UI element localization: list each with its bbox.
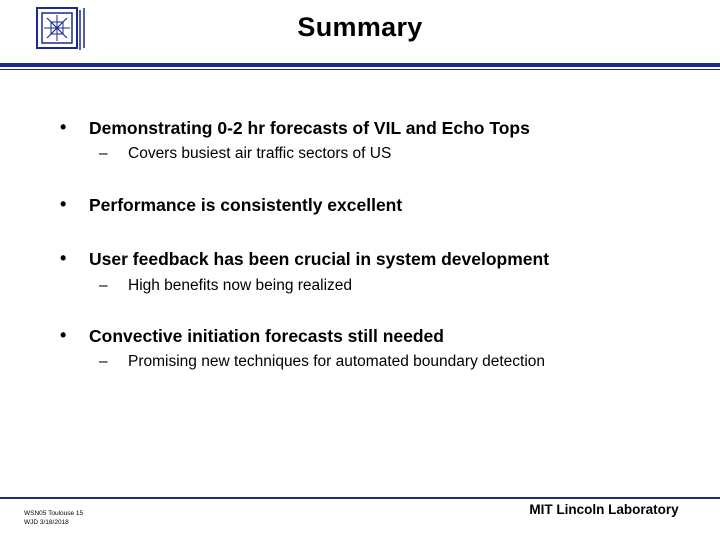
- footer-line-1: WSN05 Toulouse 15: [24, 510, 84, 517]
- bullet-dot: •: [60, 325, 67, 345]
- sub-bullet-text: Promising new techniques for automated boundary detection: [128, 353, 546, 370]
- bullet-dot: •: [60, 194, 67, 214]
- sub-bullet-text: Covers busiest air traffic sectors of US: [128, 145, 392, 162]
- bullet-text: Performance is consistently excellent: [89, 195, 403, 215]
- sub-bullet-dash: –: [99, 353, 108, 370]
- footer-meta: [24, 509, 83, 527]
- bullet-text: Demonstrating 0-2 hr forecasts of VIL and Echo Tops: [89, 118, 530, 138]
- sub-bullet-dash: –: [99, 277, 108, 294]
- sub-bullet-dash: –: [99, 145, 108, 162]
- bullet-text: User feedback has been crucial in system development: [89, 249, 550, 269]
- footer-organization: MIT Lincoln Laboratory: [504, 501, 704, 523]
- footer-divider: [0, 497, 720, 499]
- sub-bullet-text: High benefits now being realized: [128, 277, 353, 294]
- header-divider-thin: [0, 69, 720, 70]
- bullet-dot: •: [60, 248, 67, 268]
- bullet-dot: •: [60, 117, 67, 137]
- bullet-text: Convective initiation forecasts still needed: [89, 326, 444, 346]
- header-divider: [0, 63, 720, 67]
- footer-line-2: WJD 3/18/2018: [24, 519, 69, 526]
- slide-title: Summary: [297, 12, 423, 42]
